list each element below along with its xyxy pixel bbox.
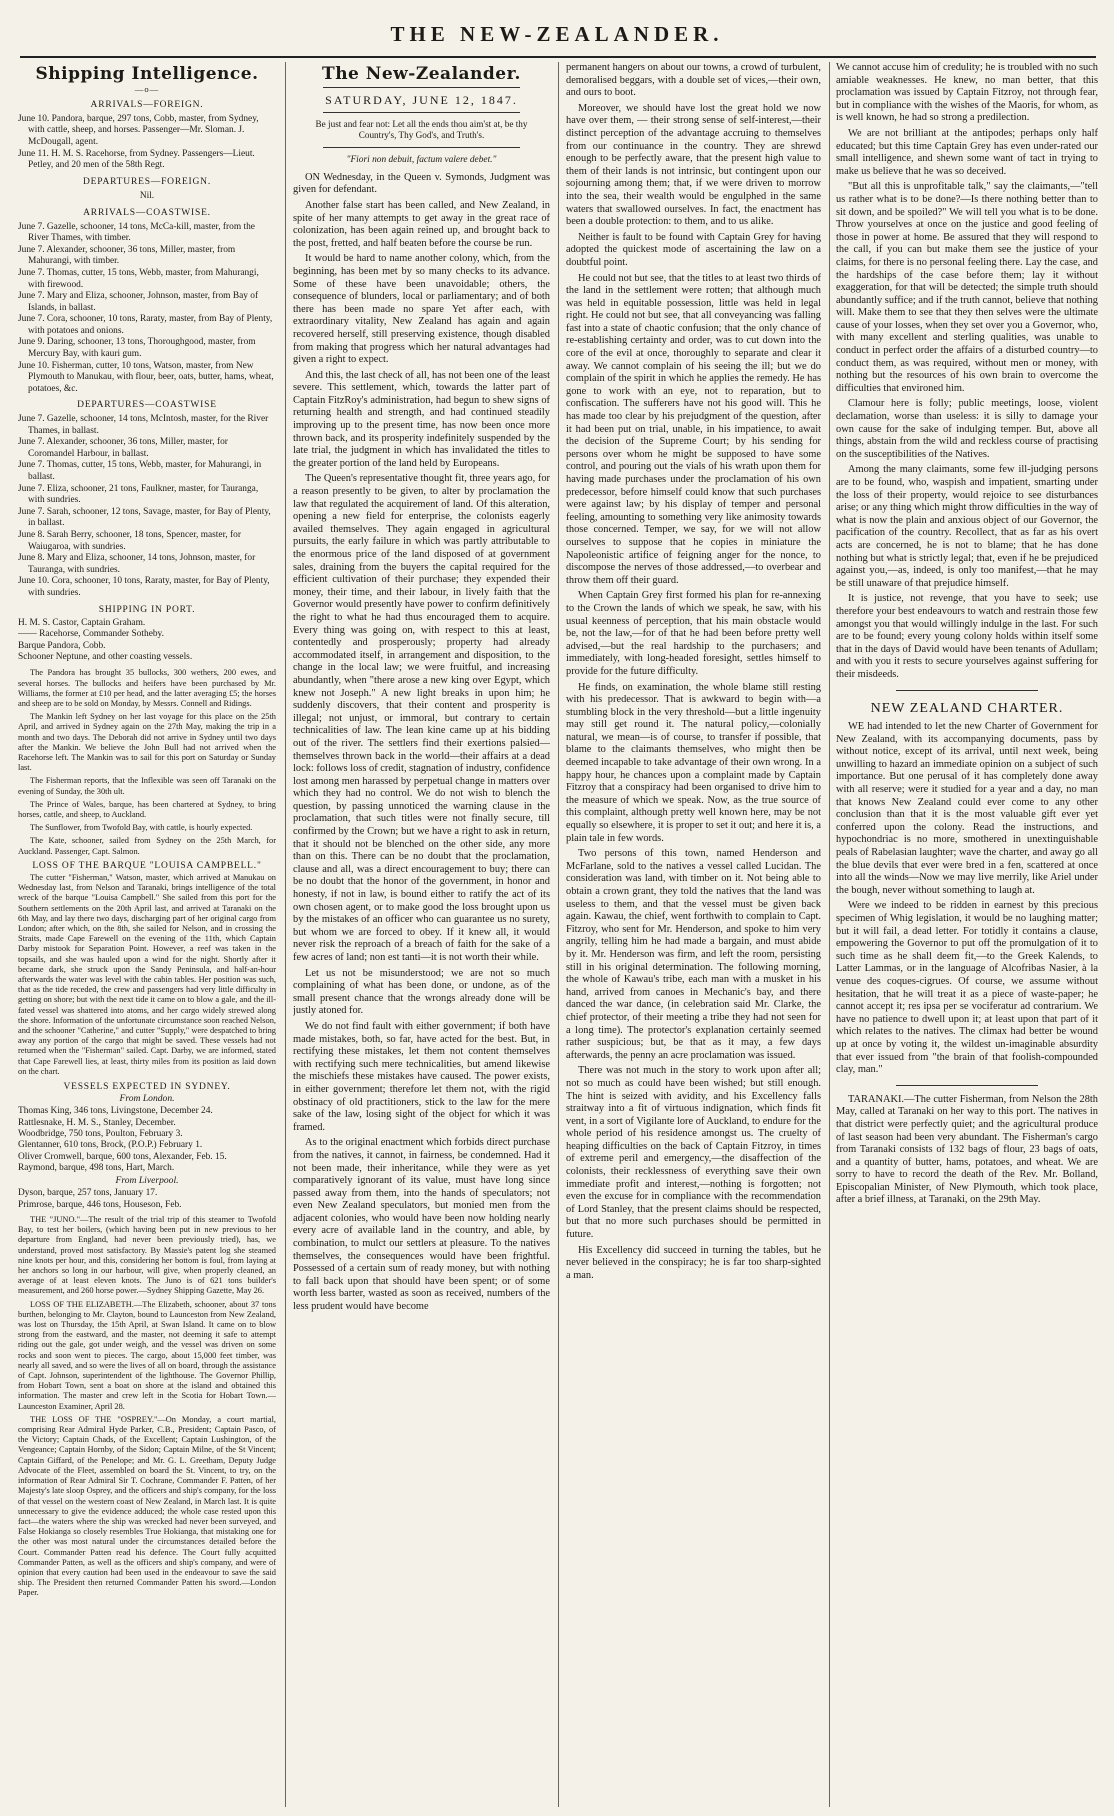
editorial-paragraph: We do not find fault with either government; if both have made mistakes, both, so far, have acted for the best. But, in rectifying these mistakes, let them not content themselves with rectifying such mere technicalities, but amend likewise the mischiefs these mistakes have caused. The power exists, in either government; therefore let them not, with the rigid obstinacy of old practitioners, stick to the law for the mere sake of the law, losing sight of the object for which it was framed. <box>293 1020 550 1133</box>
expected-liverpool-list <box>18 1188 276 1211</box>
column-editorial <box>293 62 550 1810</box>
expected-heading: VESSELS EXPECTED IN SYDNEY. <box>63 1082 231 1093</box>
editorial-paragraph: His Excellency did succeed in turning the tables, but he never believed in the conspiracy; he is far too sharp-sighted a man. <box>566 1244 821 1281</box>
expected-vessel: Glentanner, 610 tons, Brock, (P.O.P.) February 1. <box>18 1140 203 1151</box>
date-rule <box>323 112 520 113</box>
editorial-paragraph: Let us not be misunderstood; we are not so much complaining of what has been done, or undone, as of the small present chance that the wrongs already done will be justly atoned for. <box>293 967 550 1017</box>
juno-report: THE "JUNO."—The result of the trial trip of this steamer to Twofold Bay, to test her boilers, (which having been put in new previous to her departure from England, had never been previously tried), has, we understand, proved most satisfactory. By Massie's patent log she steamed nine knots per hour, and this, considering her bottom is foul, from laying at her anchors so long in our harbour, will give, when properly cleaned, an average of at least eleven knots. The Juno is of 621 tons builder's measurement, and 260 horse power.—Sydney Shipping Gazette, May 26. <box>18 1215 276 1296</box>
editorial-paragraph: It would be hard to name another colony, which, from the beginning, has been met by so many checks to its advance. Some of these have been unavoidable; others, the consequence of blunders, local or parliamentary; and of both there has been made no spare Yet after each, with extraordinary vitality, New Zealand has again and again recovered herself, still preserving existence, though disabled from making that progress which her natural advantages had given a right to expect. <box>293 253 550 366</box>
coastwise-arrival: June 7. Cora, schooner, 10 tons, Raraty, master, from Bay of Plenty, with potatoes and onions. <box>18 314 273 336</box>
editorial-paragraph: And this, the last check of all, has not been one of the least severe. This settlement, which, towards the latter part of Captain FitzRoy's administration, had begun to shew signs of returning health and strength, and had continued steadily improving up to the present time, has now been once more thrown back, and its prosperity indefinitely suspended by the late trial, the judgment in which has invalidated the titles to the greater portion of the land held by Europeans. <box>293 369 550 469</box>
expected-vessel: Rattlesnake, H. M. S., Stanley, December. <box>18 1117 176 1128</box>
arrivals-foreign-head: ARRIVALS—FOREIGN. <box>90 100 204 111</box>
from-liverpool: From Liverpool. <box>115 1175 179 1187</box>
coastwise-arrival: June 10. Fisherman, cutter, 10 tons, Watson, master, from New Plymouth to Manukau, with flour, beer, oats, butter, hams, wheat, potatoes, &c. <box>18 360 274 394</box>
taranaki-paragraph: TARANAKI.—The cutter Fisherman, from Nelson the 28th May, called at Taranaki on her way to this port. The natives in that district were perfectly quiet; and the agricultural produce of last season had been very abundant. The Fisherman's cargo from Taranaki consists of 132 bags of flour, 23 bags of oats, and a quantity of butter, hams, potatoes, and wheat. We are sorry to have to record the death of the Rev. Mr. Bolland, Episcopalian Minister, of New Plymouth, which took place, after a brief illness, at Taranaki, on the 29th May. <box>836 1093 1098 1206</box>
masthead: THE NEW-ZEALANDER. <box>390 22 724 46</box>
motto: Be just and fear not: Let all the ends thou aim'st at, be thy Country's, Thy God's, and Truth's. <box>315 119 528 141</box>
in-port-head: SHIPPING IN PORT. <box>98 604 196 615</box>
arrival-entry: June 11. H. M. S. Racehorse, from Sydney. Passengers—Lieut. Petley, and 20 men of the 58th Regt. <box>18 148 255 171</box>
editorial-paragraph: ON Wednesday, in the Queen v. Symonds, Judgment was given for defendant. <box>293 171 550 196</box>
coastwise-departure: June 8. Sarah Berry, schooner, 18 tons, Spencer, master, for Waiugaroa, with sundries. <box>18 529 241 552</box>
editorial-paragraph: Clamour here is folly; public meetings, loose, violent declamation, worse than useless: it is silly to damage your own cause for the sake of indulging temper. But, above all things, abstain from the wild and reckless course of practising on the susceptibilities of the Natives. <box>836 398 1098 460</box>
in-port-item: Schooner Neptune, and other coasting vessels. <box>18 652 193 663</box>
editorial-paragraph: Two persons of this town, named Henderson and McFarlane, sold to the natives a vessel called Lucidan. The consideration was land, with timber on it. Not being able to obtain a crown grant, they told the natives that the land was useless to them, and that the vessel must be given back again. Kawau, the chief, went forthwith to complain to Capt. Fitzroy, who sent for Mr. Henderson, and spoke to him very angrily, telling him he had made a bargain, and must abide by it. Mr. Henderson was firm, and left the room, persisting still in his original determination. The following morning, the whole of Kawau's tribe, each man with a musket in his hand, arrived from canoes in Mechanic's bay, and there danced the war dance, (in celebration said Mr. Clarke, the chief protector, of their meeting a tribe they had not seen for a long time). The protector's explanation certainly seemed rather suspicious; but, be that as it may, a few days afterwards, the penny an acre proclamation was issued. <box>566 848 821 1061</box>
shipping-heading: Shipping Intelligence. <box>35 64 259 84</box>
expected-vessel: Woodbridge, 750 tons, Poulton, February 3. <box>18 1129 183 1140</box>
loss-heading: LOSS OF THE BARQUE "LOUISA CAMPBELL." <box>32 860 262 871</box>
charter-heading: NEW ZEALAND CHARTER. <box>870 700 1064 716</box>
charter-paragraph: WE had intended to let the new Charter of Government for New Zealand, with its accompanying documents, pass by without notice, except of its arrival, until next week, being unwilling to hazard an immediate opinion on a subject of such importance. But one perusal of it has completely done away with all reserve; were it studied for a year and a day, no man that knows New Zealand could ever come to any other conclusion than that it is the most valuable gift ever yet conferred upon the colony. Read the instructions, and hypochondriac is no more, smothered in unextinguishable peals of Rabelasian laughter; wave the charter, and away go all the blue devils that ever were bred in a fen, scattered at once into all the winds—Now we may live merrily, like Ariel under the bough, never without something to laugh at. <box>836 721 1098 896</box>
latin-motto: "Fiori non debuit, factum valere debet." <box>346 155 497 166</box>
in-port-list <box>18 618 276 663</box>
departures-coastwise-head: DEPARTURES—COASTWISE <box>77 400 217 411</box>
news-paragraph: The Pandora has brought 35 bullocks, 300 wethers, 200 ewes, and several horses. The bullocks and heifers have been purchased by Mr. Williams, the former at £10 per head, and the latter averaging £5; the horses and sheep are to be sold on Monday, by Messrs. Connell and Ridings. <box>18 668 276 708</box>
expected-vessel: Primrose, barque, 446 tons, Houseson, Feb. <box>18 1199 182 1210</box>
expected-vessel: Oliver Cromwell, barque, 600 tons, Alexander, Feb. 15. <box>18 1151 227 1162</box>
editorial-paragraph: Neither is fault to be found with Captain Grey for having adopted the quickest mode of ascertaining the law on a doubtful point. <box>566 231 821 268</box>
coastwise-departure: June 7. Gazelle, schooner, 14 tons, McIntosh, master, for the River Thames, in ballast. <box>18 414 269 436</box>
coastwise-departure: June 7. Sarah, schooner, 12 tons, Savage, master, for Bay of Plenty, in ballast. <box>18 506 271 529</box>
column-shipping <box>18 62 276 1810</box>
charter-paragraph: Were we indeed to be ridden in earnest by this precious specimen of Whig legislation, it would be no laughing matter; but it will fail, a dead letter. For totidly it contains a clause, empowering the Governor to put off the promulgation of it to such time as he shall deem fit,—to the Greek Kalends, to Latter Lammas, or in the language of Alcofribas Nasier, à la venue des coques-cigrues. Of course, we assume without hesitation, that he will treat it as a piece of waste-paper; he cannot accept it; res ipsa per se vociferatur ad contrarium. We have no patience to dwell upon it; at least upon that part of it which relates to the natives. The climax had better be wound up at once by voting it, the wildest un-imaginable absurdity that ever issued from "the brain of that foolish-compounded clay, man." <box>836 900 1098 1076</box>
paper-title: The New-Zealander. <box>322 64 521 84</box>
section-rule <box>896 1085 1038 1086</box>
editorial-paragraph: Among the many claimants, some few ill-judging persons are to be found, who, waspish and impatient, smarting under the loss of their property, would rejoice to see disturbances arise; or any thing which might throw difficulties in the way of what is now the plain and anxious object of our Governor, the pacification of the country. Recollect, that as far as his overt acts are concerned, he is not to blame; that he has done nothing but what is strictly legal; that, even if he be prejudiced against you,—as, indeed, is only too manifest,—that he may be still unaware of that prejudice himself. <box>836 464 1098 589</box>
ornament: —o— <box>134 83 160 94</box>
column-divider <box>285 62 286 1807</box>
news-paragraph: The Prince of Wales, barque, has been chartered at Sydney, to bring horses, cattle, and sheep, to Auckland. <box>18 799 276 819</box>
coastwise-departure: June 7. Eliza, schooner, 21 tons, Faulkner, master, for Tauranga, with sundries. <box>18 483 259 506</box>
column-divider <box>829 62 830 1807</box>
editorial-paragraph: Moreover, we should have lost the great hold we now have over them, — their strong sense of self-interest,—their distinct perception of the advantage accruing to themselves from our continuance in the country. They are shrewd enough to be perfectly aware, that the present high value to them of their lands is not intrinsic, but contingent upon our sojourning among them; that, if we were driven to morrow into the sea, their wealth would be engulphed in the same waters that swallowed ourselves. In fact, the enactment has been a double protection: to them, and to us alike. <box>566 102 821 228</box>
news-paragraph: The Sunflower, from Twofold Bay, with cattle, is hourly expected. <box>30 823 253 833</box>
editorial-paragraph: When Captain Grey first formed his plan for re-annexing to the Crown the lands of which we speak, he saw, with his usual keenness of perception, that his main obstacle would be, not the law,—for of that he had been before pretty well advised,—but the real hardship to the purchasers; and immediately, with long-headed foresight, settles himself to provide for the future difficulty. <box>566 590 821 677</box>
coastwise-departure: June 7. Alexander, schooner, 36 tons, Miller, master, for Coromandel Harbour, in ballast. <box>18 437 228 459</box>
coastwise-arrival: June 9. Daring, schooner, 13 tons, Thoroughgood, master, from Mercury Bay, with kauri gum. <box>18 337 256 360</box>
dateline: SATURDAY, JUNE 12, 1847. <box>325 92 518 107</box>
column-charter <box>836 62 1098 1810</box>
editorial-paragraph: He could not but see, that the titles to at least two thirds of the land in the settlement were rotten; that although much was held in equitable possession, little was held in legal right. He could not but see, that all conveyancing was falling fast into a state of chaotic confusion; that the only chance of re-establishing certainty and order, was to cut down into the core of the evil at once, thoroughly to separate and clear it away. We cannot complain of his seeing the ill; but we do complain of the spirit in which he applies the remedy. He has gone to work with an eye, not to reparation, but to confiscation. The sufferers have not his good will. This he has made too clear by his prejudgment of the question, after it had been put on trial, unable, in his impatience, to await the decision of the Supreme Court; by his sending for persons over whom he might be supposed to have some control, and pouring out the vials of his wrath upon them for having made purchases under the proclamation of his own predecessor, before himself could know that such purchases were against law; by his display of temper and personal feeling, amounting to something very like animosity towards those concerned. Temper, we say, for we will not allow ourselves to suppose that he copies in miniature the Napoleonistic artifice of feigning anger for the nonce, to discompose the nerves of those addressed,—to overbear and throw them off their guard. <box>566 272 821 586</box>
column-divider <box>558 62 559 1807</box>
coastwise-arrival: June 7. Alexander, schooner, 36 tons, Miller, master, from Mahurangi, with timber. <box>18 244 236 267</box>
news-paragraph: The Fisherman reports, that the Inflexible was seen off Taranaki on the evening of Sunday, the 30th ult. <box>18 776 276 796</box>
news-paragraph: The Kate, schooner, sailed from Sydney on the 25th March, for Auckland. Passenger, Capt. Salmon. <box>18 836 276 856</box>
elizabeth-report: LOSS OF THE ELIZABETH.—The Elizabeth, schooner, about 37 tons burthen, belonging to Mr. Clayton, bound to Launceston from New Zealand, was lost on Thursday, the 15th April, at Swan Island. It came on to blow strong from the eastward, and the master, not deeming it safe to attempt riding out the gale, got under weigh, and the vessel was driven on some rocks and soon went to pieces. The cargo, about 15,000 feet timber, was nearly all saved, and so were the lives of all on board, through the assistance of Capt. Johnson, superintendent of the lighthouse. The Governor Phillip, from Hobart Town, sent a boat on shore at the island and obtained this information. The master and crew left in the Scotia for Hobart Town.—Launceston Examiner, April 28. <box>18 1299 276 1411</box>
editorial-paragraph: permanent hangers on about our towns, a crowd of turbulent, demoralised beggars, with a double set of vices,—their own, and ours to boot. <box>566 62 821 99</box>
news-paragraph: The Mankin left Sydney on her last voyage for this place on the 25th April, and arrived in Sydney again on the 27th May, making the trip in a month and two days. The Deborah did not arrive in Sydney until two days after the Mankin. We believe the John Bull had not arrived when the Racehorse left. The Mankin was to sail for this port on Saturday or Sunday last. <box>18 712 276 773</box>
in-port-item: —— Racehorse, Commander Sotheby. <box>18 629 164 640</box>
editorial-paragraph: It is justice, not revenge, that you have to seek; use therefore your best endeavours to watch and restrain those few amongst you that would willingly indulge in the last. For such are to be found; every young colony holds within itself some that in the days of David would have been tenants of Adullam; and with you it rests to secure yourselves against suffering for their misdeeds. <box>836 593 1098 680</box>
expected-vessel: Dyson, barque, 257 tons, January 17. <box>18 1188 158 1199</box>
motto-rule <box>323 147 520 148</box>
expected-vessel: Thomas King, 346 tons, Livingstone, December 24. <box>18 1106 213 1117</box>
arrival-entry: June 10. Pandora, barque, 297 tons, Cobb, master, from Sydney, with cattle, sheep, and horses. Passenger—Mr. Sloman. J. McDougall, agent. <box>18 113 259 147</box>
from-london: From London. <box>119 1093 175 1105</box>
editorial-paragraph: We cannot accuse him of credulity; he is troubled with no such amiable weaknesses. He knew, no man better, that this proclamation was issued by Captain Fitzroy, not through fear, but in compliance with the wishes of the Maoris, for whom, as is well known, he had so strong a predilection. <box>836 62 1098 124</box>
editorial-paragraph: "But all this is unprofitable talk," say the claimants,—"tell us rather what is to be done?—Is there nothing better than to sit down, and be spoiled?" We will tell you what is to be done. Throw yourselves at once on the justice and good feeling of those in power at home. Be assured that they will respond to the call, if you can but make them see the justice of your claims, for there is no personal feeling there. Lay the case, and the hardships of the case before them; lay it without exaggeration, for that will be detected; the simple truth should abundantly suffice; and if the truth cannot, believe that nothing will. Make them to see that they then selves were the ultimate cause of your losses, when they set over you a Governor, who, with many excellent and sterling qualities, was unable to conduct in perfect order the affairs of a disturbed country—to conduct them, as was required, without men or money, with nothing but the resources of his own brain to overcome the difficulties that environed him. <box>836 181 1098 394</box>
coastwise-arrival: June 7. Thomas, cutter, 15 tons, Webb, master, from Mahurangi, with firewood. <box>18 267 259 290</box>
editorial-paragraph: As to the original enactment which forbids direct purchase from the natives, it cannot, in fairness, be condemned. Had it not been made, their inheritance, while they were as yet comparatively ignorant of its value, must have long since passed away from them, into the hands of speculators; not even New Zealand speculators, but monied men from the adjacent colonies, who would have been now holding nearly every acre of available land in the country, and able, by combination, to mulct our settlers at pleasure. To the natives themselves, the consequences would have been frightful. Possessed of a certain sum of ready money, but with nothing to fall back upon that should have been spent; or of some worth less barter, wasted as soon as received, numbers of the less prudent would have become <box>293 1137 550 1313</box>
departures-foreign-head: DEPARTURES—FOREIGN. <box>82 176 212 187</box>
coastwise-arrival: June 7. Gazelle, schooner, 14 tons, McCa-kill, master, from the River Thames, with timber. <box>18 221 255 244</box>
editorial-paragraph: The Queen's representative thought fit, three years ago, for a reason presently to be given, to alter by proclamation the law that regulated the acquirement of land. Of this alteration, opening a new field for enterprise, the colonists eagerly availed themselves. They again engaged in agricultural pursuits, the early failure in which was partly attributable to the enormous price of the land disposed of at government sales, draining from the buyers the capital required for the efficient cultivation of their purchase; they expended their money, their time, and their labour, in lively faith that the Governor would presently have power to confirm definitively the right to what he had thus encouraged them to acquire. Every thing was going on, with respect to this at least, contentedly and prosperously; property had already accommodated itself, in arrangement and disposition, to the change in the local law; we were fruitful, and increasing abundantly, when "there arose a new king over Egypt, which knew not Joseph." A new light breaks in upon him; he suddenly discovers, that their content and prosperity is illegal; not unjust, or immoral, but contrary to certain technicalities of law. The lean kine came up at his bidding out of the river. The settlers find their exertions palsied—themselves thrown back in the world—their affairs at a dead lock: follows loss of credit, stagnation of industry, confidence lost among men harassed by perpetual change in matters over which they had no control. We do not wish to blench the question, by passing unnoticed the warning clause in the proclamation, that such titles were not finally secure, till confirmed by the Crown; but we have a right to ask in return, that it should not be blenched on the other side, any more than on this. There can be no doubt that the proclamation, clause and all, was a direct encouragement to buy; there can be no doubt that the honor of the government, in honor and honesty, if not in law, is bound either to ratify the act of its own chosen agent, or to make good the loss brought upon us by the mistakes of an officer who can guarantee us no surety, but whom we are forced to obey. If it knew all, it would never risk the reproach of a breach of faith for the sake of a few acres of land; non est tanti—it is not worth their while. <box>293 473 550 963</box>
coastwise-departure: June 10. Cora, schooner, 10 tons, Raraty, master, for Bay of Plenty, with sundries. <box>18 576 270 598</box>
coastwise-departure: June 7. Thomas, cutter, 15 tons, Webb, master, for Mahurangi, in ballast. <box>18 460 262 482</box>
editorial-paragraph: We are not brilliant at the antipodes; perhaps only half educated; but this time Captain Grey has even under-rated our small intelligence, and shewn some want of tact in trying to make us believe that he was so deceived. <box>836 127 1098 177</box>
loss-report: The cutter "Fisherman," Watson, master, which arrived at Manukau on Wednesday last, from Nelson and Taranaki, brings intelligence of the total wreck of the barque "Louisa Campbell." She sailed from this port for the Southern settlements on the 20th April last, and arrived at Taranaki on the 6th May, and lay there two days, discharging part of her original cargo from London; after which, on the 8th, she sailed for Nelson, and in crossing the Straits, made Cape Farewell on the evening of the 11th, which Captain Darby mistook for Separation Point. However, a reef was taken in the topsails, and she was hauled upon a wind for the night. Shortly after it became dark, she struck upon the Sandy Peninsula, and half-an-hour afterwards the water was level with the cabin tables. Her position was such, that as the tide receded, the crew and passengers had very little difficulty in getting on shore; but with the next tide it came on to blow a gale, and the ill-fated vessel was shattered into atoms, and her cargo widely strewed along the shore. Information of the unfortunate circumstance soon reached Nelson, and the schooner "Catherine," and cutter "Supply," were despatched to bring away any portion of the cargo that might be saved. These vessels had not returned when the "Fisherman" sailed. Capt. Darby, we are informed, stated that Cape Farewell lies, at least, thirty miles from its position as laid down on the chart. <box>18 872 276 1076</box>
shipping-news <box>18 668 276 1598</box>
in-port-item: Barque Pandora, Cobb. <box>18 640 106 651</box>
editorial-paragraph: There was not much in the story to work upon after all; not so much as could have been wished; but still enough. The hint is seized with avidity, and his Excellency falls straitway into a fit of virtuous indignation, which finds fit vent, in a sort of Vigilante lore of Auckland, to endure for the whole period of his residence amongst us. The cruelty of heaping difficulties on the back of Captain Fitzroy, in times of extreme peril and emergency,—the disaffection of the colonists, their recklessness of everything save their own immediate profit and interest,—nothing is forgotten; not even the excuse for in compliance with the recommendation of Lord Stanley, that the present claims should be respected, but that no more such purchases should be permitted in future. <box>566 1065 821 1241</box>
expected-london-list <box>18 1106 276 1174</box>
section-rule <box>896 690 1038 691</box>
coastwise-arrival: June 7. Mary and Eliza, schooner, Johnson, master, from Bay of Islands, in ballast. <box>18 291 259 313</box>
editorial-paragraph: Another false start has been called, and New Zealand, in spite of her many attempts to get away in the great race of colonization, has been again reined up, and brought back to the post, fretted, and half beaten before the course be run. <box>293 199 550 249</box>
osprey-report: THE LOSS OF THE "OSPREY."—On Monday, a court martial, comprising Rear Admiral Hyde Parker, C.B., President; Captain Pasco, of the Victory; Captain Chads, of the Excellent; Captain Lushington, of the Vengeance; Captain Hornby, of the Sidon; Captain Milne, of the St Vincent; Captain Giffard, of the Penelope; and Mr. G. L. Greetham, Deputy Judge Advocate of the Fleet, assembled on board the St. Vincent, to try, on the information of Rear Admiral Sir T. Cochrane, Commander F. Patten, of her Majesty's late sloop Osprey, and the officers and ship's company, for the loss of that vessel on the western coast of New Zealand, in March last. It is quite unnecessary to give the evidence adduced; the whole case rested upon this fact—the waters where the ship was wrecked had never been surveyed, and False Hokianga so closely resembles True Hokianga, that mistaking one for the other was most natural under the circumstances detailed before the Court. Commander Patten read his defence. The Court fully acquitted Commander Patten, as well as the officers and ship's company, and were of opinion that every caution had been used in the endeavour to save the said ship. The President then returned Commander Patten his sword.—London Paper. <box>18 1414 276 1598</box>
title-rule <box>323 87 520 88</box>
in-port-item: H. M. S. Castor, Captain Graham. <box>18 618 146 629</box>
expected-vessel: Raymond, barque, 498 tons, Hart, March. <box>18 1162 175 1173</box>
editorial-paragraph: He finds, on examination, the whole blame still resting with his predecessor. That is awkward to begin with—a stumbling block in the very threshold—but a little ingenuity may still get round it. The natural policy,—colonially natural, we mean—is of course, to transfer if possible, that blame to the claimants themselves, who might then be deemed incapable to take advantage of their own wrong. In a happy hour, he chances upon a complaint made by Captain Fitzroy that a conspiracy had been organised to drive him to the measure of which we speak. Now, as the true source of this complaint, although pretty well known here, may be not equally so elsewhere, it is proper to set it out; and here it is, a plain tale in few words. <box>566 681 821 844</box>
top-rule <box>20 56 1096 58</box>
departures-foreign-nil: Nil. <box>139 191 155 202</box>
column-editorial-continued <box>566 62 821 1810</box>
arrivals-coastwise-head: ARRIVALS—COASTWISE. <box>83 207 211 218</box>
coastwise-departure: June 8. Mary and Eliza, schooner, 14 tons, Johnson, master, for Tauranga, with sundries. <box>18 553 256 575</box>
